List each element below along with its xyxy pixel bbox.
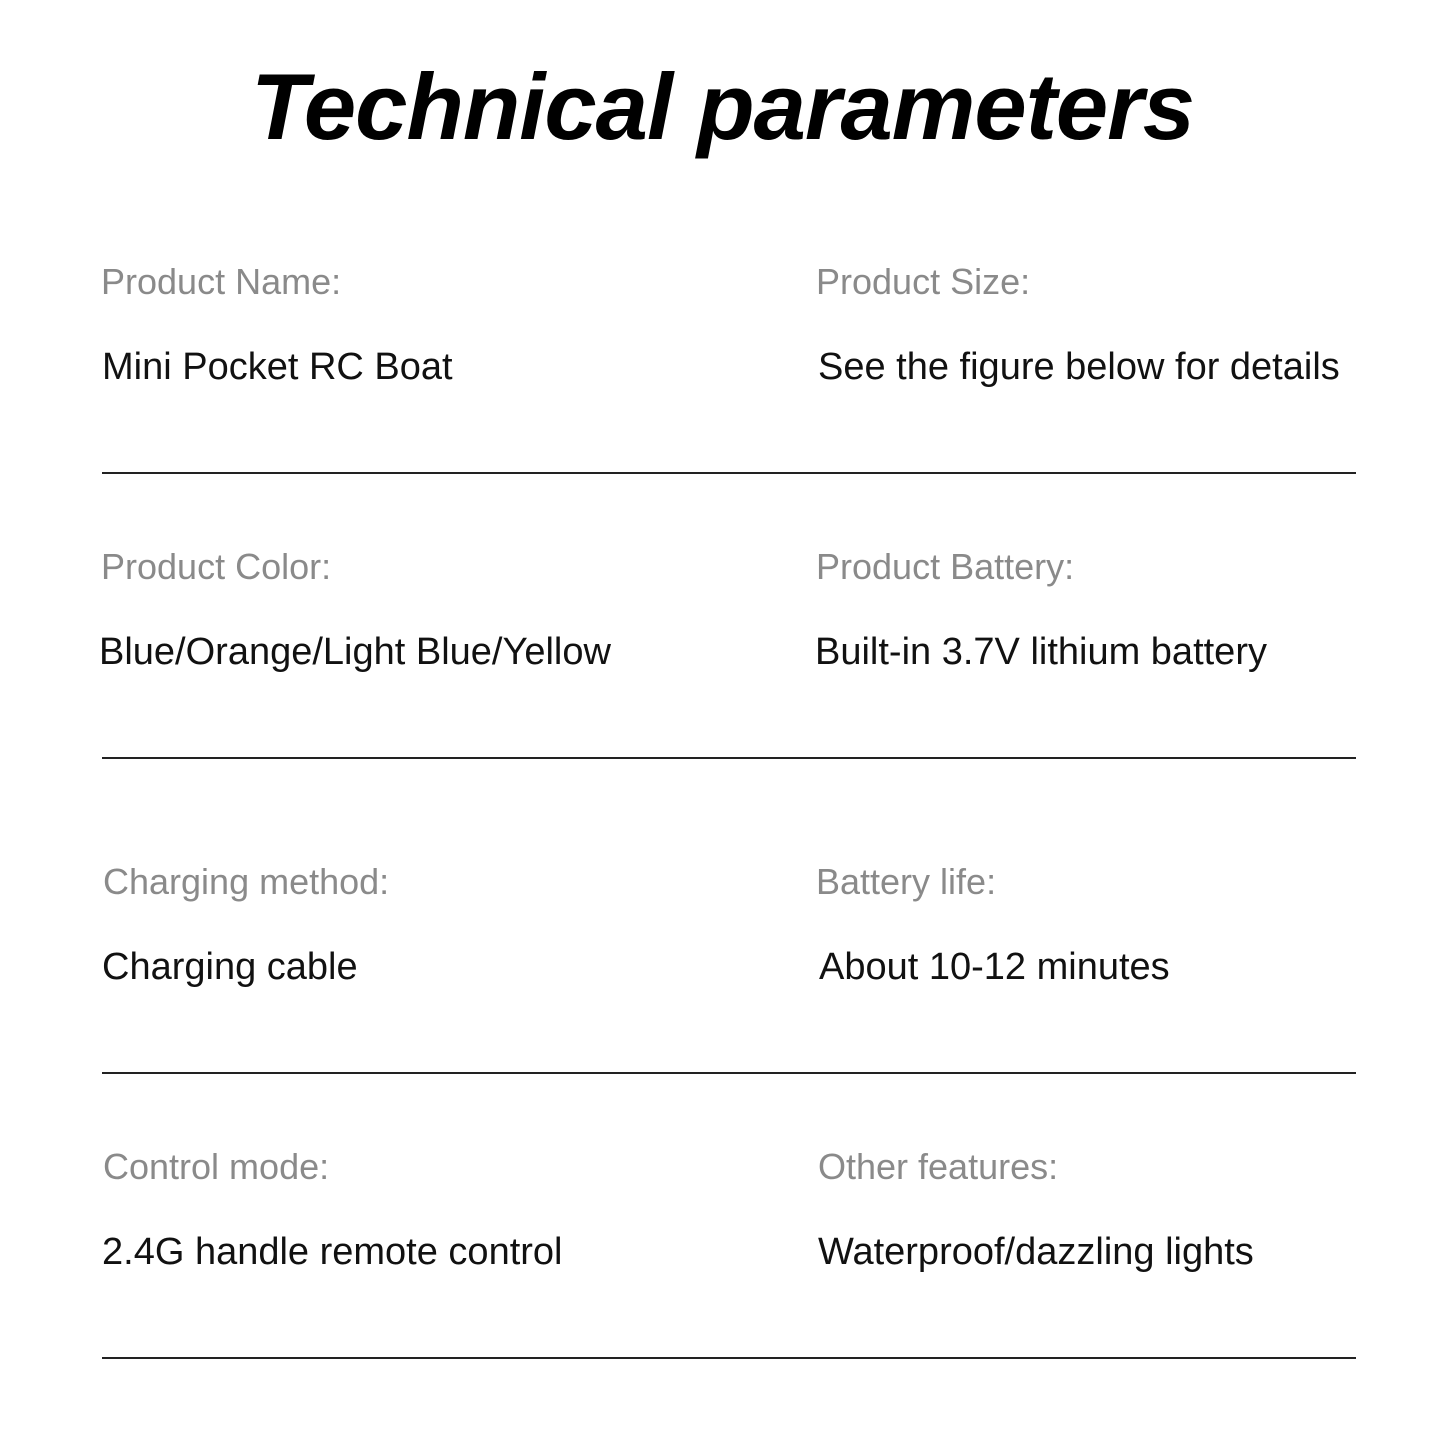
product-name-value: Mini Pocket RC Boat bbox=[102, 346, 453, 388]
product-battery-label: Product Battery: bbox=[816, 546, 1075, 587]
control-mode-value: 2.4G handle remote control bbox=[102, 1231, 563, 1273]
battery-life-label: Battery life: bbox=[816, 861, 997, 902]
battery-life-value: About 10-12 minutes bbox=[819, 946, 1170, 988]
row-divider bbox=[102, 1072, 1356, 1074]
page-title: Technical parameters bbox=[250, 54, 1195, 159]
other-features-value: Waterproof/dazzling lights bbox=[818, 1231, 1254, 1273]
other-features-label: Other features: bbox=[818, 1146, 1059, 1187]
row-divider bbox=[102, 757, 1356, 759]
product-size-label: Product Size: bbox=[816, 261, 1031, 302]
product-size-value: See the figure below for details bbox=[818, 346, 1340, 388]
product-color-value: Blue/Orange/Light Blue/Yellow bbox=[99, 631, 611, 673]
row-divider bbox=[102, 1357, 1356, 1359]
product-color-label: Product Color: bbox=[101, 546, 332, 587]
charging-method-value: Charging cable bbox=[102, 946, 358, 988]
charging-method-label: Charging method: bbox=[103, 861, 390, 902]
control-mode-label: Control mode: bbox=[103, 1146, 330, 1187]
product-battery-value: Built-in 3.7V lithium battery bbox=[815, 631, 1267, 673]
row-divider bbox=[102, 472, 1356, 474]
product-name-label: Product Name: bbox=[101, 261, 342, 302]
